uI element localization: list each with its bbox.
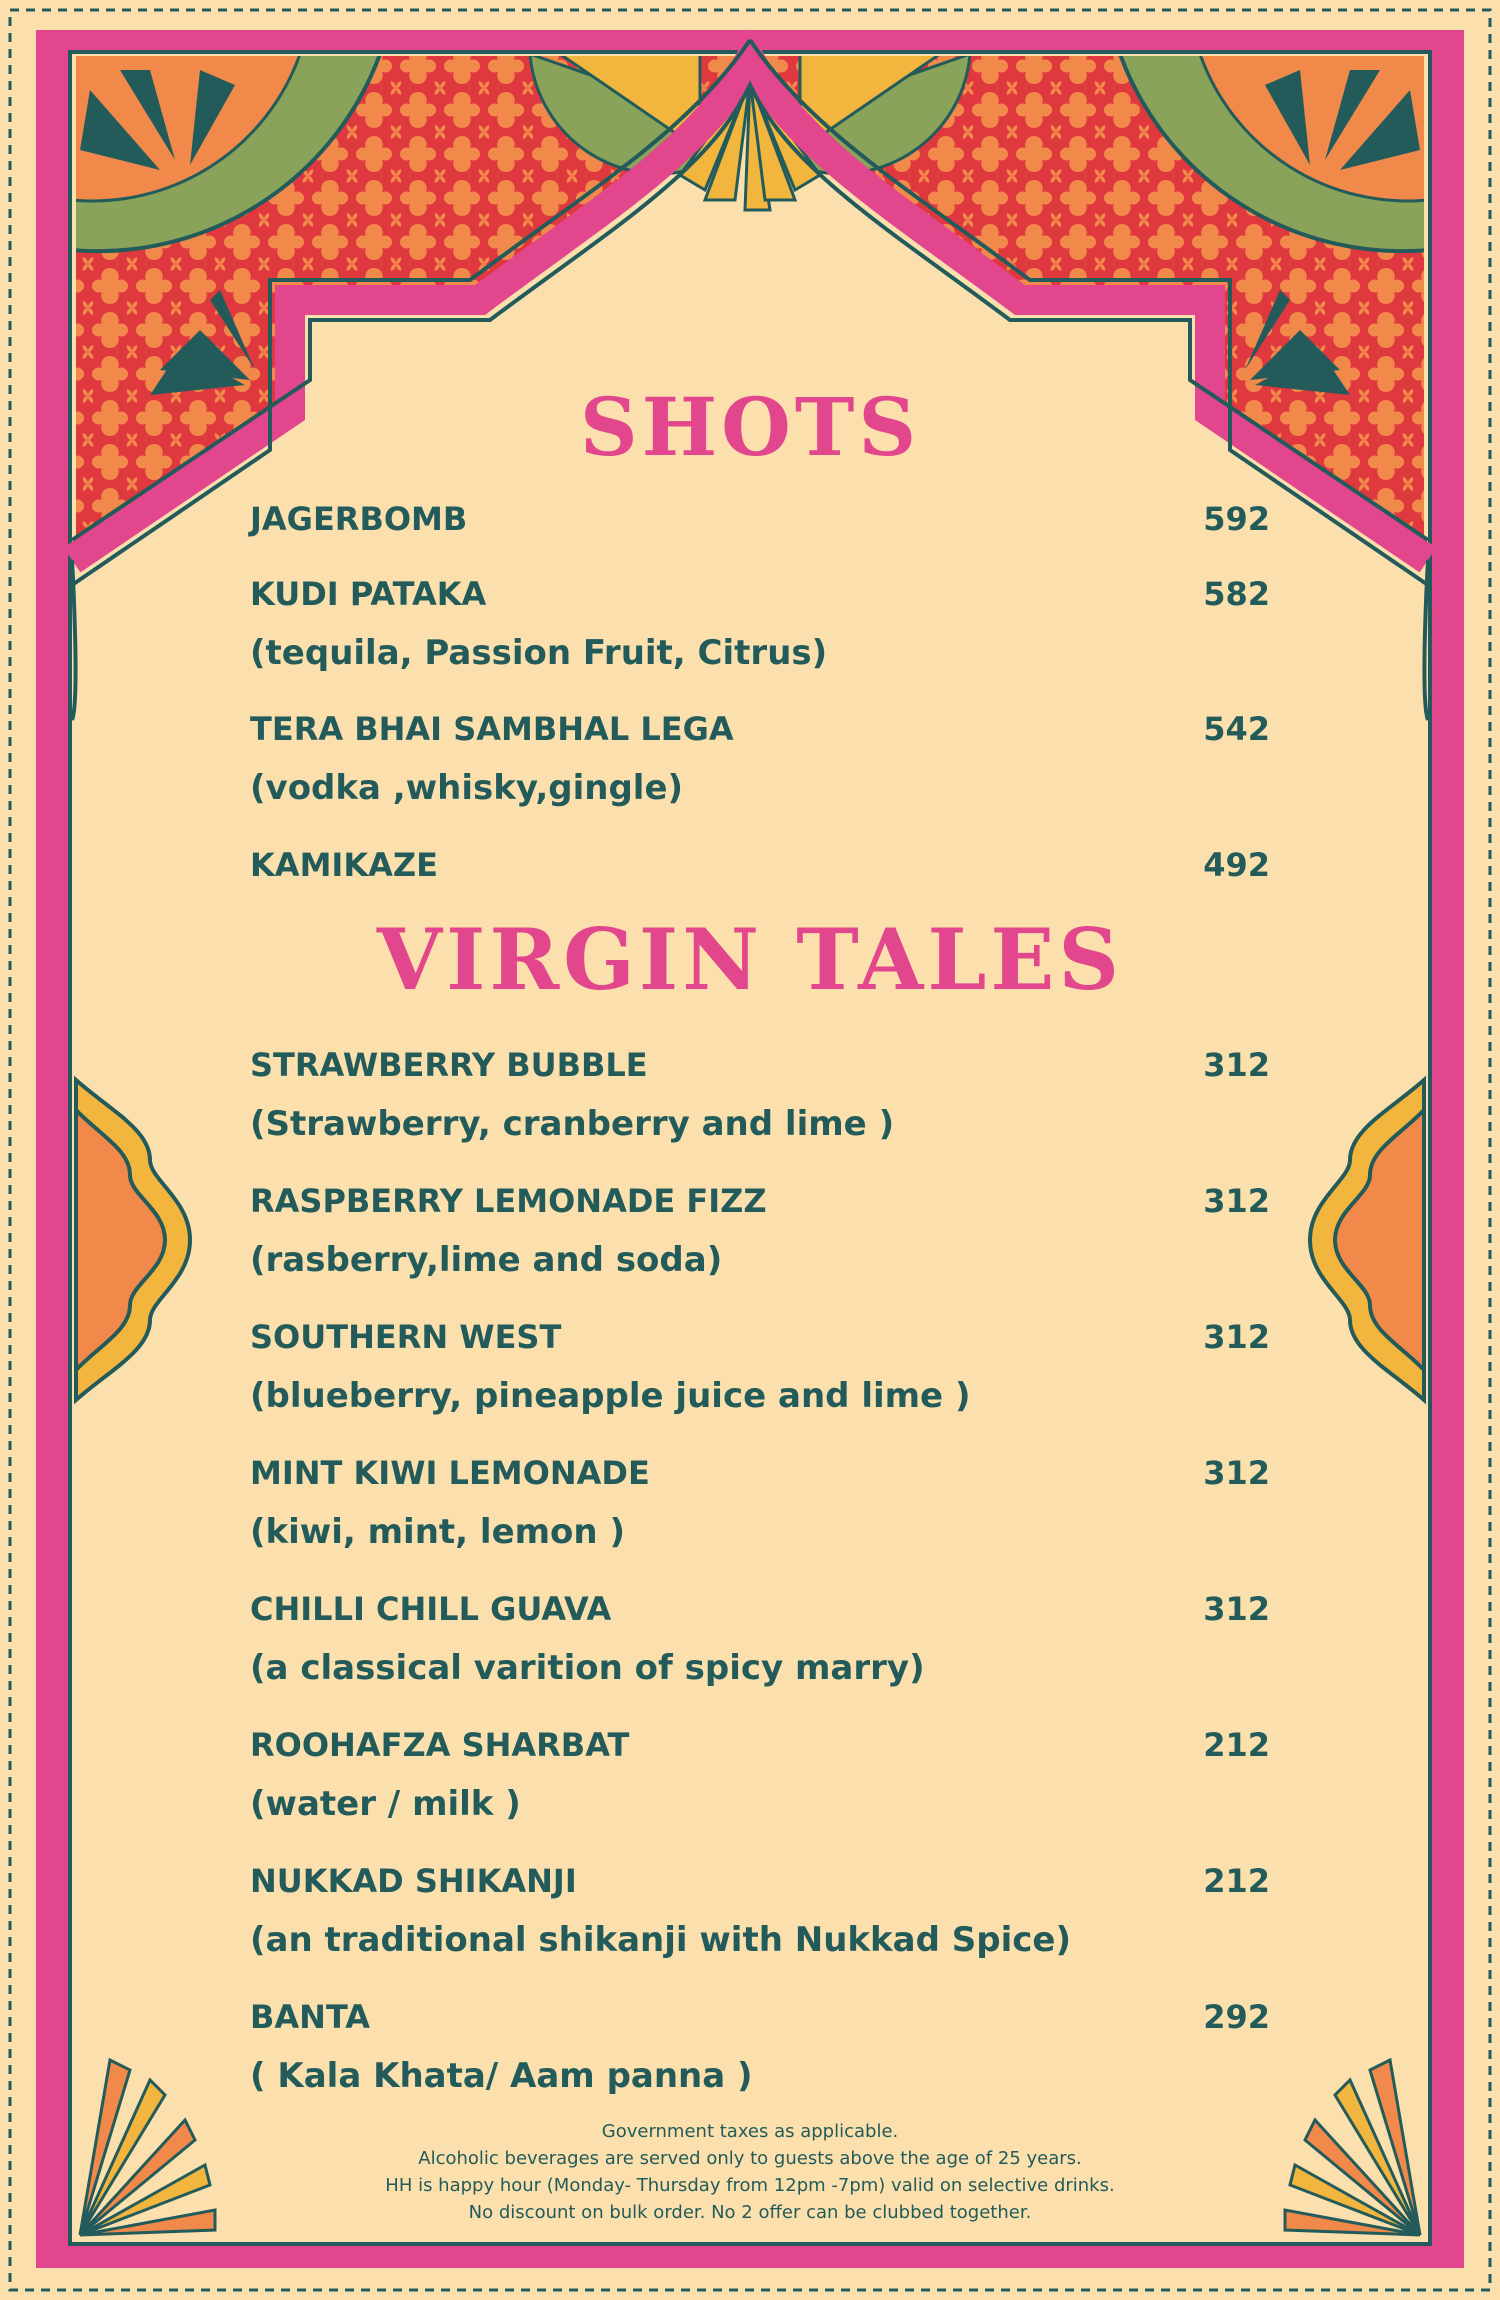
item-price: 592	[1203, 500, 1270, 538]
virgin-tales-title: VIRGIN TALES	[376, 910, 1124, 1009]
shots-title: SHOTS	[579, 380, 921, 474]
item-description: (Strawberry, cranberry and lime )	[250, 1104, 895, 1144]
item-name: CHILLI CHILL GUAVA	[250, 1590, 612, 1628]
footer-notes	[0, 2118, 1500, 2226]
item-name: STRAWBERRY BUBBLE	[250, 1046, 648, 1084]
item-name: BANTA	[250, 1998, 371, 2036]
item-name: NUKKAD SHIKANJI	[250, 1862, 577, 1900]
footer-line: HH is happy hour (Monday- Thursday from 12pm -7pm) valid on selective drinks.	[385, 2175, 1115, 2196]
item-price: 582	[1203, 575, 1270, 613]
footer-line: Alcoholic beverages are served only to guests above the age of 25 years.	[418, 2148, 1082, 2169]
item-price: 312	[1203, 1182, 1270, 1220]
item-description: (kiwi, mint, lemon )	[250, 1512, 625, 1552]
item-name: TERA BHAI SAMBHAL LEGA	[250, 710, 734, 748]
item-description: (water / milk )	[250, 1784, 521, 1824]
item-description: (blueberry, pineapple juice and lime )	[250, 1376, 971, 1416]
item-price: 312	[1203, 1454, 1270, 1492]
footer-line: Government taxes as applicable.	[601, 2121, 899, 2142]
item-description: (vodka ,whisky,gingle)	[250, 768, 684, 808]
item-description: (an traditional shikanji with Nukkad Spice)	[250, 1920, 1071, 1960]
item-price: 312	[1203, 1046, 1270, 1084]
item-price: 312	[1203, 1318, 1270, 1356]
item-price: 542	[1203, 710, 1270, 748]
item-price: 492	[1203, 846, 1270, 884]
item-description: (tequila, Passion Fruit, Citrus)	[250, 633, 828, 673]
item-price: 292	[1203, 1998, 1270, 2036]
item-description: ( Kala Khata/ Aam panna )	[250, 2056, 753, 2096]
item-price: 212	[1203, 1862, 1270, 1900]
item-description: (a classical varition of spicy marry)	[250, 1648, 925, 1688]
item-name: ROOHAFZA SHARBAT	[250, 1726, 630, 1764]
item-description: (rasberry,lime and soda)	[250, 1240, 723, 1280]
item-name: JAGERBOMB	[250, 500, 468, 538]
item-name: SOUTHERN WEST	[250, 1318, 562, 1356]
item-name: MINT KIWI LEMONADE	[250, 1454, 650, 1492]
item-price: 212	[1203, 1726, 1270, 1764]
footer-line: No discount on bulk order. No 2 offer can be clubbed together.	[468, 2202, 1032, 2223]
item-name: KUDI PATAKA	[250, 575, 487, 613]
item-name: RASPBERRY LEMONADE FIZZ	[250, 1182, 767, 1220]
item-price: 312	[1203, 1590, 1270, 1628]
item-name: KAMIKAZE	[250, 846, 438, 884]
